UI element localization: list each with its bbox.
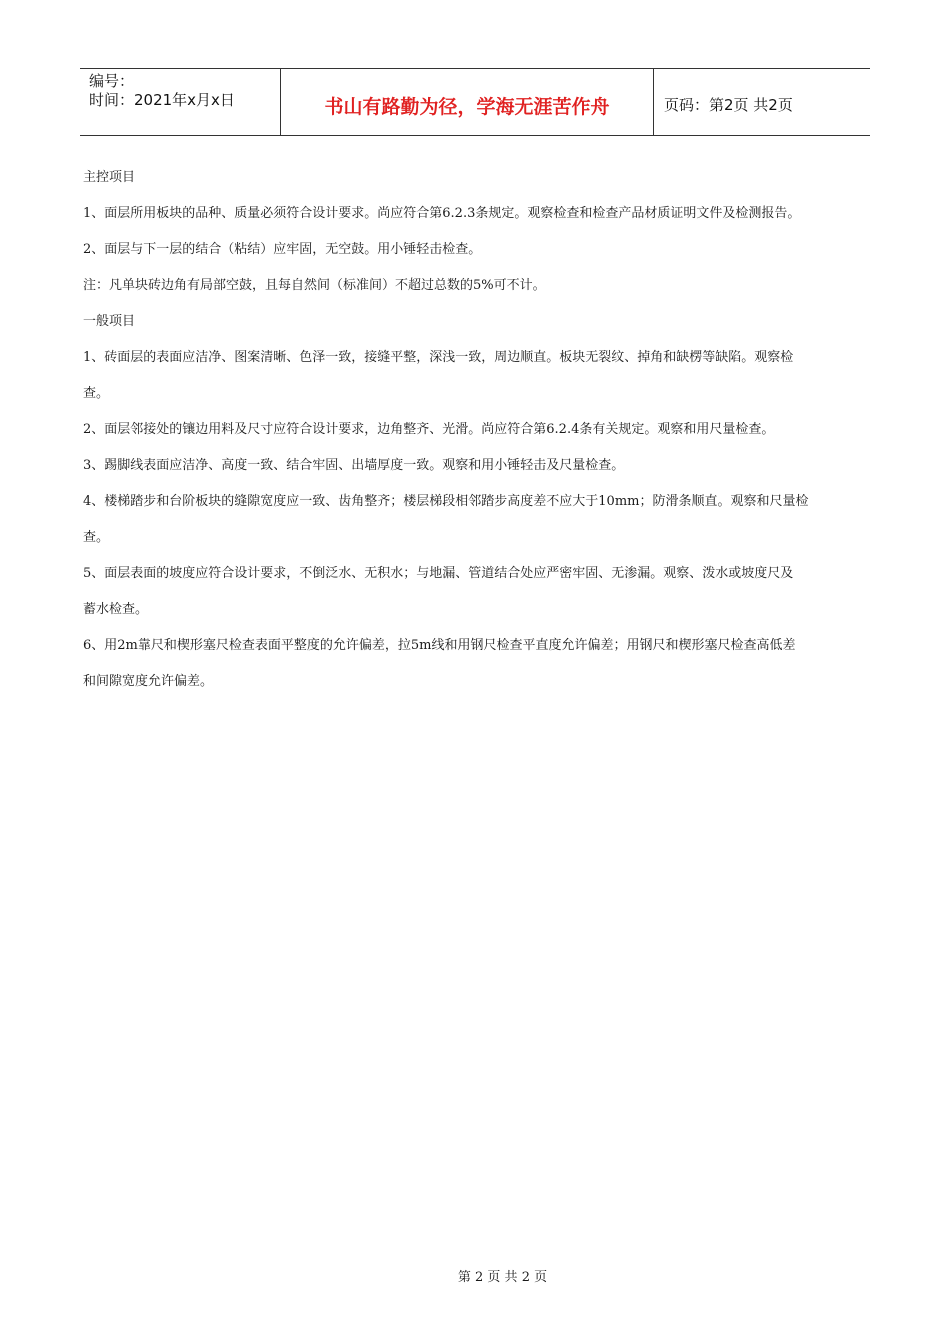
general-item-line: 1、砖面层的表面应洁净、图案清晰、色泽一致，接缝平整，深浅一致，周边顺直。板块无裂纹、掉角和缺楞等缺陷。观察检 <box>83 350 794 365</box>
general-item-line: 3、踢脚线表面应洁净、高度一致、结合牢固、出墙厚度一致。观察和用小锤轻击及尺量检查。 <box>83 458 625 473</box>
general-item-line: 查。 <box>83 530 110 545</box>
header-page-cell <box>654 69 870 135</box>
header-meta-cell <box>80 69 281 135</box>
section-title-main-control: 主控项目 <box>83 170 136 185</box>
section-title-general: 一般项目 <box>83 314 136 329</box>
document-header <box>80 68 870 136</box>
general-item-line: 查。 <box>83 386 110 401</box>
general-item-line: 蓄水检查。 <box>83 602 149 617</box>
page-footer <box>0 1266 950 1285</box>
main-item: 2、面层与下一层的结合（粘结）应牢固，无空鼓。用小锤轻击检查。 <box>83 242 482 257</box>
document-body <box>83 160 873 700</box>
page-footer-text: 第 2 页 共 2 页 <box>457 1270 548 1285</box>
general-item-line: 5、面层表面的坡度应符合设计要求，不倒泛水、无积水；与地漏、管道结合处应严密牢固、无渗漏。观察、泼水或坡度尺及 <box>83 566 794 581</box>
document-date-label: 时间：2021年x月x日 <box>89 91 235 109</box>
header-motto: 书山有路勤为径，学海无涯苦作舟 <box>324 95 610 118</box>
header-motto-cell <box>281 69 654 135</box>
general-item-line: 2、面层邻接处的镶边用料及尺寸应符合设计要求，边角整齐、光滑。尚应符合第6.2.4条有关规定。观察和用尺量检查。 <box>83 422 775 437</box>
general-item-line: 4、楼梯踏步和台阶板块的缝隙宽度应一致、齿角整齐；楼层梯段相邻踏步高度差不应大于10mm；防滑条顺直。观察和尺量检 <box>83 494 809 509</box>
general-item-line: 和间隙宽度允许偏差。 <box>83 674 214 689</box>
main-item: 1、面层所用板块的品种、质量必须符合设计要求。尚应符合第6.2.3条规定。观察检查和检查产品材质证明文件及检测报告。 <box>83 206 801 221</box>
document-number-label: 编号： <box>89 72 135 90</box>
note-line: 注：凡单块砖边角有局部空鼓，且每自然间（标准间）不超过总数的5%可不计。 <box>83 278 546 293</box>
header-page-info: 页码：第2页 共2页 <box>664 95 793 114</box>
general-item-line: 6、用2m靠尺和楔形塞尺检查表面平整度的允许偏差，拉5m线和用钢尺检查平直度允许偏差；用钢尺和楔形塞尺检查高低差 <box>83 638 796 653</box>
